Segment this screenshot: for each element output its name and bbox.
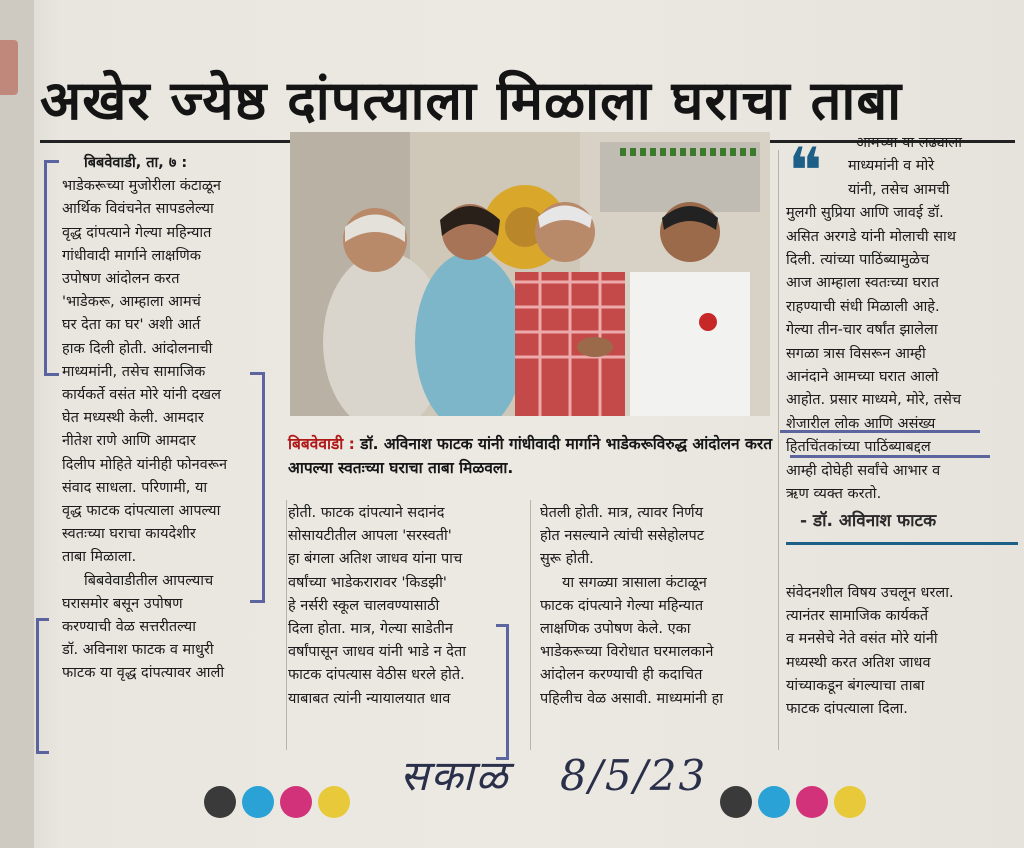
text-line: ताबा मिळाला. bbox=[62, 549, 137, 566]
text-line: बिबवेवाडीतील आपल्याच bbox=[84, 572, 214, 589]
text-line: होत नसल्याने त्यांची ससेहोलपट bbox=[540, 528, 705, 545]
quote-line: असित अरगडे यांनी मोलाची साथ bbox=[786, 228, 957, 245]
photo-illustration bbox=[290, 132, 770, 416]
text-line: घर देता का घर' अशी आर्त bbox=[62, 317, 201, 334]
text-line: नीतेश राणे आणि आमदार bbox=[62, 433, 196, 450]
print-registration-dot bbox=[280, 786, 312, 818]
column-divider bbox=[530, 500, 531, 750]
text-line: वर्षांपासून जाधव यांनी भाडे न देता bbox=[288, 644, 467, 661]
text-line: त्यानंतर सामाजिक कार्यकर्ते bbox=[786, 608, 929, 625]
caption-place: बिबवेवाडी : bbox=[288, 435, 355, 453]
quote-line: गेल्या तीन-चार वर्षांत झालेला bbox=[786, 322, 938, 339]
column-divider bbox=[286, 500, 287, 750]
quote-line: शेजारील लोक आणि असंख्य bbox=[786, 415, 936, 432]
quote-author: - डॉ. अविनाश फाटक bbox=[800, 511, 937, 531]
caption-text: डॉ. अविनाश फाटक यांनी गांधीवादी मार्गाने भाडेकरूविरुद्ध आंदोलन करत आपल्या स्वतःच्या घराचा ताबा मिळवला. bbox=[288, 435, 773, 477]
quote-line: आनंदाने आमच्या घरात आलो bbox=[786, 369, 939, 386]
quote-line: आहोत. प्रसार माध्यमे, मोरे, तसेच bbox=[786, 392, 962, 409]
text-line: आर्थिक विवंचनेत सापडलेल्या bbox=[62, 201, 214, 218]
text-line: उपोषण आंदोलन करत bbox=[62, 271, 180, 288]
text-line: घेतली होती. मात्र, त्यावर निर्णय bbox=[540, 505, 704, 521]
text-line: यांच्याकडून बंगल्याचा ताबा bbox=[786, 677, 925, 694]
middle-column-1 bbox=[288, 502, 524, 711]
text-line: कार्यकर्ते वसंत मोरे यांनी दखल bbox=[62, 387, 221, 404]
text-line: फाटक दांपत्याने गेल्या महिन्यात bbox=[540, 597, 704, 614]
text-line: गांधीवादी मार्गाने लाक्षणिक bbox=[62, 247, 201, 264]
text-line: भाडेकरूच्या विरोधात घरमालकाने bbox=[540, 644, 714, 661]
headline: अखेर ज्येष्ठ दांपत्याला मिळाला घराचा ताबा bbox=[40, 69, 903, 132]
text-line: या सगळ्या त्रासाला कंटाळून bbox=[562, 574, 707, 591]
photo-caption bbox=[288, 432, 783, 480]
quote-line: हितचिंतकांच्या पाठिंब्याबद्दल bbox=[786, 439, 931, 456]
text-line: होती. फाटक दांपत्याने सदानंद bbox=[288, 505, 445, 521]
text-line: भाडेकरूच्या मुजोरीला कंटाळून bbox=[62, 178, 221, 195]
text-line: व मनसेचे नेते वसंत मोरे यांनी bbox=[786, 631, 938, 648]
ink-bracket bbox=[44, 160, 59, 376]
quote-line: राहण्याची संधी मिळाली आहे. bbox=[786, 298, 940, 315]
text-line: याबाबत त्यांनी न्यायालयात धाव bbox=[288, 690, 451, 707]
text-line: डॉ. अविनाश फाटक व माधुरी bbox=[62, 642, 214, 659]
text-line: संवेदनशील विषय उचलून धरला. bbox=[786, 585, 954, 601]
handwritten-paper-name: सकाळ bbox=[400, 751, 510, 800]
text-line: स्वतःच्या घराचा कायदेशीर bbox=[62, 526, 196, 543]
right-column bbox=[786, 582, 1018, 721]
quote-line: माध्यमांनी व मोरे bbox=[848, 158, 935, 175]
quote-line: आज आम्हाला स्वतःच्या घरात bbox=[786, 275, 939, 292]
ink-underline bbox=[790, 455, 990, 458]
text-line: करण्याची वेळ सत्तरीतल्या bbox=[62, 619, 196, 636]
quote-rule bbox=[786, 542, 1018, 545]
text-line: आंदोलन करण्याची ही कदाचित bbox=[540, 667, 703, 684]
print-registration-dot bbox=[204, 786, 236, 818]
column-divider bbox=[778, 150, 779, 750]
ink-bracket bbox=[36, 618, 49, 754]
handwritten-date: 8/5/23 bbox=[560, 751, 708, 800]
quote-line: आमच्या या लढ्याला bbox=[856, 135, 963, 151]
news-photo bbox=[290, 132, 770, 416]
ink-underline bbox=[780, 430, 980, 433]
ink-bracket bbox=[250, 372, 265, 603]
quote-mark-icon: ❝ bbox=[788, 135, 823, 209]
quote-text bbox=[786, 132, 1018, 507]
dateline: बिबवेवाडी, ता, ७ : bbox=[84, 155, 188, 171]
text-line: घेत मध्यस्थी केली. आमदार bbox=[62, 410, 204, 427]
middle-column-2 bbox=[540, 502, 776, 711]
text-line: हाक दिली होती. आंदोलनाची bbox=[62, 340, 213, 357]
text-line: मध्यस्थी करत अतिश जाधव bbox=[786, 654, 931, 671]
text-line: हे नर्सरी स्कूल चालवण्यासाठी bbox=[288, 597, 440, 614]
quote-line: यांनी, तसेच आमची bbox=[848, 181, 950, 198]
text-line: पहिलीच वेळ असावी. माध्यमांनी हा bbox=[540, 690, 724, 707]
ink-bracket bbox=[496, 624, 509, 760]
text-line: सोसायटीतील आपला 'सरस्वती' bbox=[288, 528, 452, 545]
text-line: हा बंगला अतिश जाधव यांना पाच bbox=[288, 551, 463, 568]
quote-box bbox=[786, 132, 1018, 552]
page-edge bbox=[0, 0, 34, 848]
text-line: सुरू होती. bbox=[540, 551, 594, 568]
text-line: लाक्षणिक उपोषण केले. एका bbox=[540, 621, 691, 638]
text-line: फाटक दांपत्यास वेठीस धरले होते. bbox=[288, 667, 465, 684]
text-line: वृद्ध फाटक दांपत्याला आपल्या bbox=[62, 503, 221, 520]
print-registration-dot bbox=[758, 786, 790, 818]
text-line: फाटक दांपत्याला दिला. bbox=[786, 701, 908, 718]
text-line: दिला होता. मात्र, गेल्या साडेतीन bbox=[288, 621, 453, 638]
quote-line: ऋण व्यक्त करतो. bbox=[786, 486, 882, 503]
edge-mark bbox=[0, 40, 18, 95]
text-line: वृद्ध दांपत्याने गेल्या महिन्यात bbox=[62, 224, 212, 241]
print-registration-dot bbox=[834, 786, 866, 818]
quote-line: मुलगी सुप्रिया आणि जावई डॉ. bbox=[786, 205, 944, 222]
print-registration-dot bbox=[720, 786, 752, 818]
text-line: फाटक या वृद्ध दांपत्यावर आली bbox=[62, 665, 225, 682]
print-registration-dot bbox=[318, 786, 350, 818]
text-line: दिलीप मोहिते यांनीही फोनवरून bbox=[62, 456, 228, 473]
text-line: 'भाडेकरू, आम्हाला आमचं bbox=[62, 294, 201, 311]
quote-line: आम्ही दोघेही सर्वांचे आभार व bbox=[786, 462, 941, 479]
text-line: माध्यमांनी, तसेच सामाजिक bbox=[62, 363, 206, 380]
text-line: संवाद साधला. परिणामी, या bbox=[62, 479, 208, 496]
print-registration-dot bbox=[796, 786, 828, 818]
print-registration-dot bbox=[242, 786, 274, 818]
quote-line: सगळा त्रास विसरून आम्ही bbox=[786, 345, 926, 362]
text-line: वर्षांच्या भाडेकरारावर 'किडझी' bbox=[288, 574, 447, 591]
quote-line: दिली. त्यांच्या पाठिंब्यामुळेच bbox=[786, 252, 930, 269]
text-line: घरासमोर बसून उपोषण bbox=[62, 595, 183, 612]
